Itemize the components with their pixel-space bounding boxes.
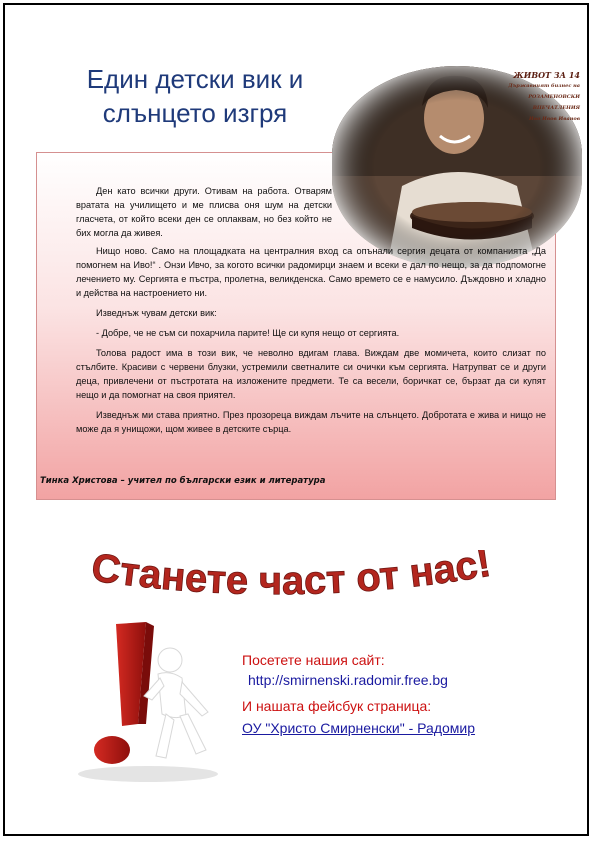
facebook-label: И нашата фейсбук страница:: [242, 698, 432, 714]
site-url-link[interactable]: http://smirnenski.radomir.free.bg: [248, 672, 448, 688]
article-paragraph: Толова радост има в този вик, че неволно вдигам глава. Виждам две момичета, които слизат по стълбите. Красиви с червени блузки, устремили светналите си очички към сергията. Натрупват се и други деца, привлечени от пъстротата на изложените предмети. Те са весели, боричкат се, бързат да си купят нещо и да помогнат на своя приятел.: [76, 348, 546, 400]
join-us-banner-text: Станете част от нас!: [88, 550, 494, 604]
article-body-continued: [76, 244, 546, 436]
photo-caption: [500, 70, 580, 125]
photo-caption-line: Държавният бизнес на: [508, 83, 580, 89]
facebook-page-link[interactable]: ОУ "Христо Смирненски" - Радомир: [242, 720, 476, 736]
article-paragraph: Изведнъж чувам детски вик:: [96, 308, 217, 318]
article-author: Тинка Христова – учител по български език и литература: [40, 476, 326, 486]
join-us-banner: [80, 550, 520, 620]
photo-caption-line: ВПЕЧАТЛЕНИЯ: [532, 105, 580, 111]
photo-caption-line: Иво Ивов Иванов: [529, 116, 580, 122]
article-paragraph: - Добре, че не съм си похарчила парите! Ще си купя нещо от сергията.: [96, 328, 400, 338]
promo-section: [242, 652, 542, 736]
article-body: [76, 184, 546, 240]
visit-site-label: Посетете нашия сайт:: [242, 652, 385, 668]
join-us-banner-art: [80, 550, 520, 620]
exclamation-figure-icon: [58, 616, 230, 784]
photo-caption-line: РОЗАМЕНОВСКИ: [528, 94, 580, 100]
article-paragraph: Изведнъж ми става приятно. През прозореца виждам лъчите на слънцето. Добротата е жива и нищо не може да я унищожи, щом живее в детските сърца.: [76, 410, 546, 434]
article-paragraph: Ден като всички други. Отивам на работа. Отварям вратата на училището и ме плисва оня шум на детски гласчета, от който всеки ден се оплаквам, но без който не бих могла да живея.: [76, 186, 332, 238]
article-title-line2: слънцето изгря: [102, 98, 288, 128]
article-title: [60, 62, 330, 130]
photo-caption-title: ЖИВОТ ЗА 14: [513, 70, 580, 80]
article-title-line1: Един детски вик и: [86, 64, 304, 94]
article-paragraph: Нищо ново. Само на площадката на централния вход са опънали сергия децата от компанията „Да помогнем на Иво!“ . Онзи Ивчо, за когото всички радомирци знаем и всеки е дал по нещо, за да подпомогне лечението му. Сергията е пъстра, пролетна, великденска. Само времето се е намусило. Дъждовно и хладно и действа на настроението ни.: [76, 246, 546, 298]
